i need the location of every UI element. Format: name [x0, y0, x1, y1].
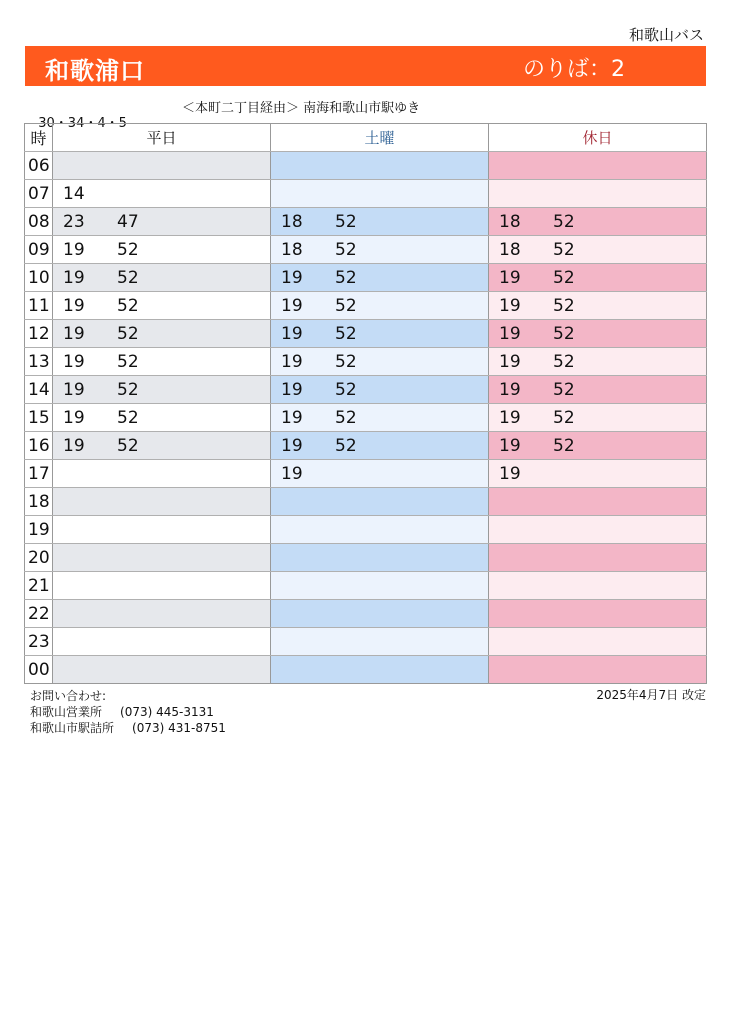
saturday-cell [271, 516, 489, 544]
saturday-cell [271, 460, 489, 488]
hour-cell: 22 [25, 600, 53, 628]
weekday-cell [53, 292, 271, 320]
weekday-cell [53, 432, 271, 460]
timetable-row [25, 516, 707, 544]
departure-minute: 52 [335, 295, 357, 316]
departure-minute: 52 [335, 323, 357, 344]
hour-cell: 07 [25, 180, 53, 208]
hour-cell: 09 [25, 236, 53, 264]
timetable-row [25, 376, 707, 404]
departure-minute: 52 [335, 407, 357, 428]
departure-minute: 52 [117, 295, 139, 316]
departure-minute: 19 [63, 435, 85, 456]
office-row [30, 704, 226, 720]
holiday-cell [489, 460, 707, 488]
contact-info [30, 688, 226, 736]
holiday-cell [489, 432, 707, 460]
holiday-cell [489, 572, 707, 600]
weekday-cell [53, 208, 271, 236]
weekday-cell [53, 600, 271, 628]
departure-minute: 19 [63, 351, 85, 372]
departure-minute: 19 [281, 295, 303, 316]
timetable-row [25, 628, 707, 656]
weekday-cell [53, 656, 271, 684]
saturday-cell [271, 152, 489, 180]
office-row [30, 720, 226, 736]
saturday-cell [271, 320, 489, 348]
departure-minute: 52 [553, 211, 575, 232]
departure-minute: 19 [499, 435, 521, 456]
saturday-cell [271, 292, 489, 320]
office-tel: (073) 445-3131 [120, 705, 214, 719]
saturday-cell [271, 600, 489, 628]
departure-minute: 19 [499, 351, 521, 372]
departure-minute: 52 [117, 379, 139, 400]
timetable-row [25, 320, 707, 348]
departure-minute: 52 [553, 407, 575, 428]
weekday-cell [53, 348, 271, 376]
departure-minute: 18 [281, 211, 303, 232]
timetable-row [25, 236, 707, 264]
weekday-cell [53, 516, 271, 544]
departure-minute: 52 [117, 323, 139, 344]
departure-minute: 52 [553, 267, 575, 288]
saturday-cell [271, 628, 489, 656]
revision-date: 2025年4月7日 改定 [596, 688, 706, 702]
timetable-body [25, 152, 707, 684]
inquiry-label: お問い合わせ: [30, 689, 107, 703]
saturday-cell [271, 404, 489, 432]
route-numbers: 30・34・4・5 [38, 116, 127, 131]
timetable-row [25, 208, 707, 236]
timetable-row [25, 180, 707, 208]
holiday-cell [489, 488, 707, 516]
weekday-cell [53, 320, 271, 348]
departure-minute: 23 [63, 211, 85, 232]
holiday-cell [489, 628, 707, 656]
departure-minute: 52 [117, 267, 139, 288]
office-tel: (073) 431-8751 [132, 721, 226, 735]
departure-minute: 52 [553, 379, 575, 400]
holiday-cell [489, 208, 707, 236]
departure-minute: 52 [335, 211, 357, 232]
timetable-row [25, 656, 707, 684]
departure-minute: 19 [63, 379, 85, 400]
weekday-cell [53, 460, 271, 488]
departure-minute: 52 [553, 323, 575, 344]
departure-minute: 52 [553, 295, 575, 316]
departure-minute: 19 [281, 267, 303, 288]
hour-cell: 17 [25, 460, 53, 488]
departure-minute: 52 [553, 435, 575, 456]
route-direction: ＜本町二丁目経由＞ 南海和歌山市駅ゆき [182, 101, 421, 116]
weekday-cell [53, 628, 271, 656]
timetable-row [25, 544, 707, 572]
saturday-cell [271, 544, 489, 572]
saturday-cell [271, 236, 489, 264]
departure-minute: 19 [63, 267, 85, 288]
holiday-cell [489, 544, 707, 572]
departure-minute: 52 [335, 267, 357, 288]
timetable-row [25, 432, 707, 460]
departure-minute: 19 [281, 435, 303, 456]
weekday-cell [53, 152, 271, 180]
weekday-cell [53, 544, 271, 572]
holiday-cell [489, 516, 707, 544]
departure-minute: 19 [63, 239, 85, 260]
departure-minute: 52 [335, 435, 357, 456]
departure-minute: 52 [117, 239, 139, 260]
departure-minute: 19 [499, 407, 521, 428]
departure-minute: 47 [117, 211, 139, 232]
holiday-cell [489, 600, 707, 628]
hour-cell: 16 [25, 432, 53, 460]
hour-header: 時 [25, 124, 53, 152]
saturday-cell [271, 656, 489, 684]
departure-minute: 19 [281, 407, 303, 428]
timetable-row [25, 264, 707, 292]
weekday-cell [53, 376, 271, 404]
departure-minute: 52 [335, 379, 357, 400]
weekday-cell [53, 264, 271, 292]
departure-minute: 18 [281, 239, 303, 260]
saturday-header: 土曜 [271, 124, 489, 152]
holiday-cell [489, 152, 707, 180]
departure-minute: 19 [63, 323, 85, 344]
hour-cell: 12 [25, 320, 53, 348]
departure-minute: 18 [499, 211, 521, 232]
timetable-row [25, 600, 707, 628]
office-name: 和歌山営業所 [30, 705, 103, 719]
holiday-cell [489, 292, 707, 320]
departure-minute: 19 [499, 379, 521, 400]
departure-minute: 19 [63, 407, 85, 428]
departure-minute: 52 [117, 435, 139, 456]
saturday-cell [271, 348, 489, 376]
departure-minute: 52 [553, 239, 575, 260]
departure-minute: 19 [499, 463, 521, 484]
departure-minute: 19 [281, 323, 303, 344]
timetable-row [25, 488, 707, 516]
weekday-cell [53, 180, 271, 208]
holiday-cell [489, 656, 707, 684]
saturday-cell [271, 264, 489, 292]
hour-cell: 15 [25, 404, 53, 432]
departure-minute: 18 [499, 239, 521, 260]
departure-minute: 19 [499, 267, 521, 288]
departure-minute: 19 [281, 463, 303, 484]
stop-banner [25, 46, 706, 86]
hour-cell: 06 [25, 152, 53, 180]
holiday-cell [489, 180, 707, 208]
hour-cell: 08 [25, 208, 53, 236]
hour-cell: 14 [25, 376, 53, 404]
timetable-row [25, 152, 707, 180]
timetable-row [25, 348, 707, 376]
hour-cell: 20 [25, 544, 53, 572]
stop-name: 和歌浦口 [45, 57, 145, 85]
departure-minute: 14 [63, 183, 85, 204]
holiday-header: 休日 [489, 124, 707, 152]
weekday-cell [53, 236, 271, 264]
saturday-cell [271, 432, 489, 460]
departure-minute: 19 [499, 295, 521, 316]
departure-minute: 52 [335, 239, 357, 260]
hour-cell: 19 [25, 516, 53, 544]
weekday-header: 平日 [53, 124, 271, 152]
timetable [24, 123, 707, 684]
timetable-header [25, 124, 707, 152]
hour-cell: 11 [25, 292, 53, 320]
timetable-row [25, 572, 707, 600]
holiday-cell [489, 404, 707, 432]
departure-minute: 52 [117, 351, 139, 372]
holiday-cell [489, 376, 707, 404]
weekday-cell [53, 488, 271, 516]
hour-cell: 21 [25, 572, 53, 600]
hour-cell: 00 [25, 656, 53, 684]
weekday-cell [53, 404, 271, 432]
company-name: 和歌山バス [628, 26, 704, 44]
saturday-cell [271, 180, 489, 208]
hour-cell: 23 [25, 628, 53, 656]
saturday-cell [271, 488, 489, 516]
saturday-cell [271, 208, 489, 236]
departure-minute: 19 [63, 295, 85, 316]
office-name: 和歌山市駅詰所 [30, 721, 115, 735]
holiday-cell [489, 320, 707, 348]
departure-minute: 52 [553, 351, 575, 372]
saturday-cell [271, 572, 489, 600]
departure-minute: 19 [499, 323, 521, 344]
holiday-cell [489, 236, 707, 264]
departure-minute: 19 [281, 351, 303, 372]
hour-cell: 13 [25, 348, 53, 376]
departure-minute: 19 [281, 379, 303, 400]
platform-label: のりば：2 [523, 57, 625, 82]
holiday-cell [489, 348, 707, 376]
departure-minute: 52 [335, 351, 357, 372]
hour-cell: 18 [25, 488, 53, 516]
departure-minute: 52 [117, 407, 139, 428]
hour-cell: 10 [25, 264, 53, 292]
saturday-cell [271, 376, 489, 404]
holiday-cell [489, 264, 707, 292]
timetable-row [25, 460, 707, 488]
timetable-row [25, 292, 707, 320]
weekday-cell [53, 572, 271, 600]
timetable-row [25, 404, 707, 432]
